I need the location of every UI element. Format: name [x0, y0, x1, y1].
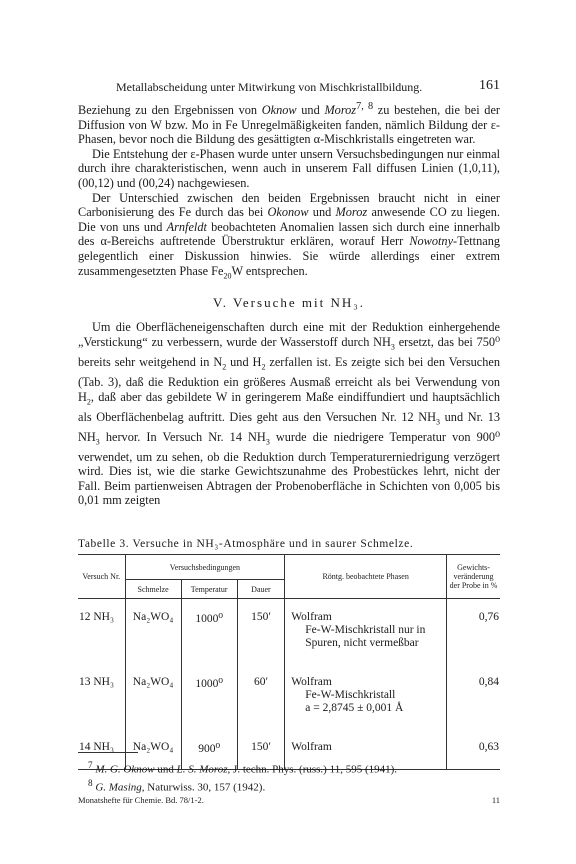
cell-phasen — [285, 664, 447, 729]
table-row — [78, 664, 500, 729]
section-title: V. Versuche mit NH₃. — [212, 294, 366, 310]
footnote-7: $^7$ M. G. Oknow und L. S. Moroz, J. techn. Phys. (russ.) 11, 595 (1941). — [88, 760, 398, 776]
header-phasen: Röntg. beobachtete Phasen — [285, 555, 447, 599]
header-gewicht: Gewichts-veränderung der Probe in % — [447, 555, 500, 599]
cell-temp: 900⁰ — [181, 729, 237, 770]
phase-line: a = 2,8745 ± 0,001 Å — [305, 702, 404, 714]
page-footer — [78, 795, 500, 805]
footnote-8: $^8$ G. Masing, Naturwiss. 30, 157 (1942). — [88, 777, 266, 794]
phase-line: Fe-W-Mischkristall nur in — [305, 624, 426, 636]
paragraph: Die Entstehung der ε-Phasen wurde unter unsern Versuchsbedingungen nur einmal durch ihre charakteristischen, wenn auch in unserem Fall diffusen Linien (1,0,11), (00,12) und (00,24) nachgewiesen. — [78, 146, 500, 191]
signature-mark: 11 — [491, 795, 500, 805]
cell-phasen — [285, 599, 447, 665]
cell-schmelze: Na₂WO₄ — [125, 729, 181, 770]
phase-line: Spuren, nicht vermeßbar — [305, 637, 419, 649]
running-title: Metallabscheidung unter Mitwirkung von Mischkristallbildung. — [116, 80, 423, 94]
table-3 — [78, 554, 500, 770]
body-text — [78, 100, 500, 508]
cell-dauer: 150′ — [237, 729, 285, 770]
cell-schmelze: Na₂WO₄ — [125, 664, 181, 729]
cell-gewicht: 0,63 — [478, 741, 499, 753]
header-temperatur: Temperatur — [181, 580, 237, 599]
cell-dauer: 60′ — [237, 664, 285, 729]
journal-line: Monatshefte für Chemie. Bd. 78/1-2. — [78, 795, 204, 805]
footnote-rule — [78, 752, 138, 753]
footnotes — [78, 752, 500, 794]
table-caption: Tabelle 3. Versuche in NH₃-Atmosphäre und in saurer Schmelze. — [78, 538, 414, 550]
phase-line: Wolfram — [291, 676, 332, 688]
cell-nr: 13 NH₃ — [78, 664, 125, 729]
header-versuch: Versuch Nr. — [78, 555, 125, 599]
header-dauer: Dauer — [237, 580, 285, 599]
cell-dauer: 150′ — [237, 599, 285, 665]
phase-line: Wolfram — [291, 741, 332, 753]
header-bedingungen: Versuchsbedingungen — [125, 555, 285, 580]
header-schmelze: Schmelze — [125, 580, 181, 599]
cell-gewicht: 0,84 — [478, 676, 499, 688]
paragraph: Um die Oberflächeneigenschaften durch eine mit der Reduktion einhergehende „Verstickung“ zu verbessern, wurde der Wasserstoff durch $NH_3$ ersetzt, das bei 750⁰ bereits sehr weitgehend in $N_2$ und $H_2$ zerfallen ist. Es zeigte sich bei den Versuchen (Tab. 3), daß die Reduktion ein größeres Ausmaß erreicht als bei Verwendung von $H_2$, daß aber das gebildete W in geringerem Maße eindiffundiert und hauptsächlich als Oberflächenbelag auftritt. Dies geht aus den Versuchen Nr. 12 $NH_3$ und Nr. 13 $NH_3$ hervor. In Versuch Nr. 14 $NH_3$ wurde die niedrigere Temperatur von 900⁰ verwendet, um zu sehen, ob die Reduktion durch Temperaturerniedrigung verzögert wird. Dies ist, wie die starke Gewichtszunahme des Probestückes lehrt, nicht der Fall. Beim partienweisen Abtragen der Probenoberfläche in Schichten von 0,005 bis 0,01 mm zeigten — [78, 320, 500, 508]
paragraph: Der Unterschied zwischen den beiden Ergebnissen braucht nicht in einer Carbonisierung des Fe durch das bei Okonow und Moroz anwesende CO zu liegen. Die von uns und Arnfeldt beobachteten Anomalien lassen sich durch eine innerhalb des α-Bereichs auftretende Überstruktur erklären, worauf Herr Nowotny-Tettnang gelegentlich einer Diskussion hinwies. Sie würde allerdings einer extrem zusammengesetzten Phase $Fe_{20}W$ entsprechen. — [78, 190, 501, 281]
paragraph: Beziehung zu den Ergebnissen von Oknow und Moroz$^{7, 8}$ zu bestehen, die bei der Diffusion von W bzw. Mo in Fe Unregelmäßigkeiten fanden, nämlich Bildung der ε-Phasen, bevor noch die Bildung des gesättigten α-Mischkristalls eingetreten war. — [78, 101, 501, 147]
cell-schmelze: Na₂WO₄ — [125, 599, 181, 665]
cell-temp: 1000⁰ — [181, 664, 237, 729]
cell-nr: 14 NH₃ — [78, 729, 125, 770]
phase-line: Fe-W-Mischkristall — [305, 689, 396, 701]
page-number: 161 — [479, 78, 500, 93]
cell-temp: 1000⁰ — [181, 599, 237, 665]
phase-line: Wolfram — [291, 611, 332, 623]
cell-nr: 12 NH₃ — [78, 599, 125, 665]
cell-gewicht: 0,76 — [478, 611, 499, 623]
table-row — [78, 599, 500, 665]
